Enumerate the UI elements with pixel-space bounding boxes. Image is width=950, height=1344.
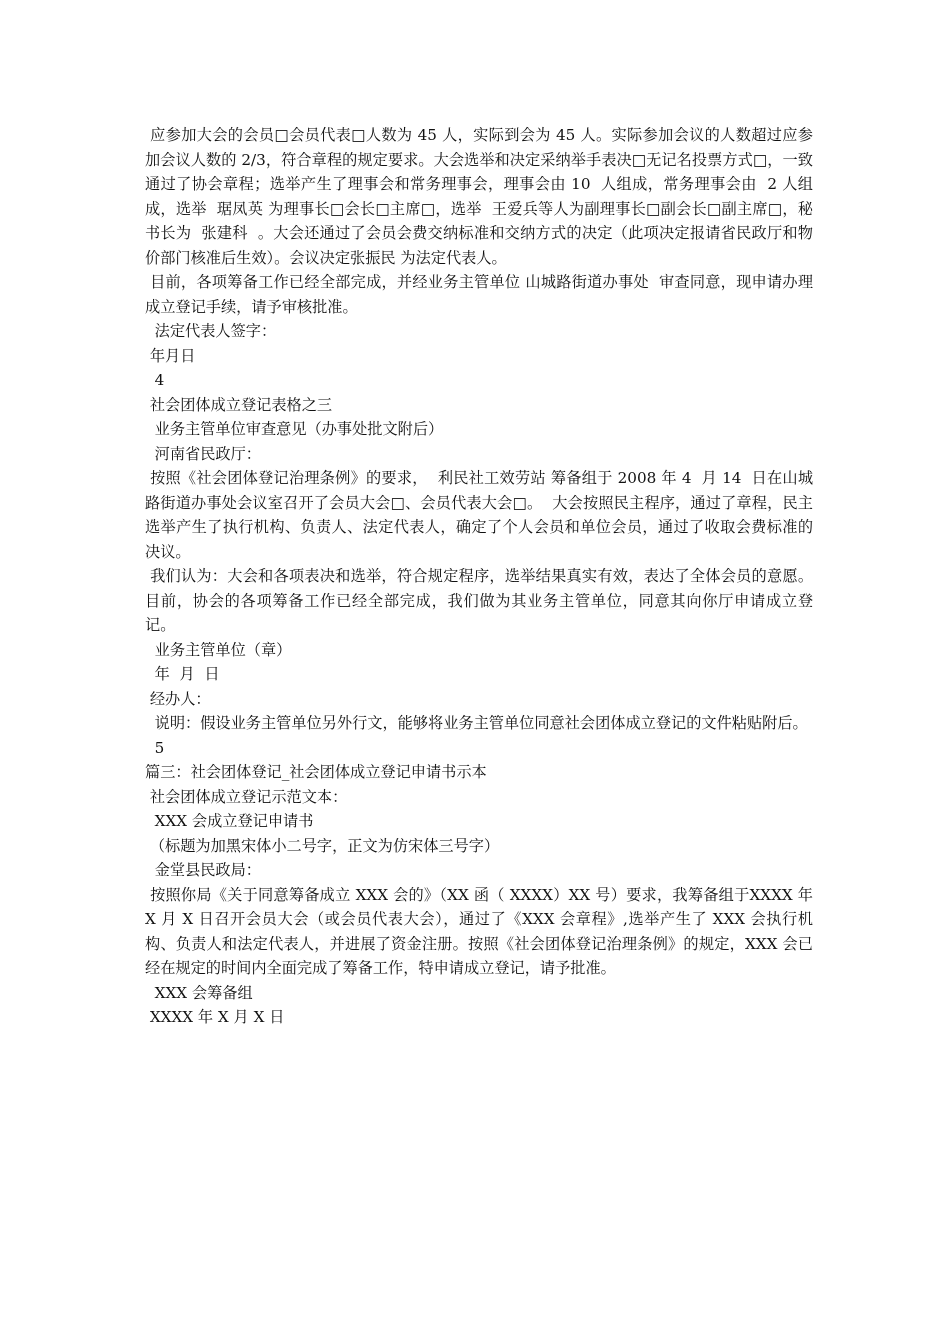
paragraph-our-opinion: 我们认为：大会和各项表决和选举，符合规定程序，选举结果真实有效，表达了全体会员的意愿。目前，协会的各项筹备工作已经全部完成，我们做为其业务主管单位，同意其向你厅申请成立登记。 xyxy=(145,567,814,634)
document-page xyxy=(145,123,818,1030)
seal-line: 业务主管单位（章） xyxy=(145,640,292,659)
addressee-line: 河南省民政厅： xyxy=(145,444,261,463)
date-line: 年 月 日 xyxy=(145,665,220,683)
application-title: XXX 会成立登记申请书 xyxy=(145,812,314,830)
date-line: 年月日 xyxy=(145,346,196,365)
addressee-line: 金堂县民政局： xyxy=(145,861,261,879)
page-number: 4 xyxy=(145,371,165,389)
legal-representative-signature-line: 法定代表人签字： xyxy=(145,322,277,340)
note-paragraph: 说明：假设业务主管单位另外行文，能够将业务主管单位同意社会团体成立登记的文件粘贴附后。 xyxy=(145,714,808,732)
paragraph-meeting-report: 应参加大会的会员□会员代表□人数为 45 人，实际到会为 45 人。实际参加会议的人数超过应参加会议人数的 2/3，符合章程的规定要求。大会选举和决定采纳举手表决□无记名投票方式□，一致通过了协会章程；选举产生了理事会和常务理事会，理事会由 10 人组成，常务理事会由 2 人组成，选举 琚凤英 为理事长□会长□主席□，选举 王爱兵等人为副理事长□副会长□副主席□，秘书长为 张建科 。大会还通过了会员会费交纳标准和交纳方式的决定（此项决定报请省民政厅和物价部门核准后生效）。会议决定张振民 为法定代表人。 xyxy=(145,126,813,267)
paragraph-preparation-complete: 目前，各项筹备工作已经全部完成，并经业务主管单位 山城路街道办事处 审查同意，现申请办理成立登记手续，请予审核批准。 xyxy=(145,273,814,316)
signature-organization: XXX 会筹备组 xyxy=(145,983,253,1002)
sample-text-intro: 社会团体成立登记示范文本： xyxy=(145,787,348,806)
section-subheading-review-opinion: 业务主管单位审查意见（办事处批文附后） xyxy=(145,420,444,438)
chapter-heading: 篇三：社会团体登记_社会团体成立登记申请书示本 xyxy=(145,763,487,781)
paragraph-application-body: 按照你局《关于同意筹备成立 XXX 会的》（XX 函（ XXXX）XX 号）要求，我筹备组于XXXX 年 X 月 X 日召开会员大会（或会员代表大会），通过了《XXX 会章程》,选举产生了 XXX 会执行机构、负责人和法定代表人，并进展了资金注册。按照《社会团体登记治理条例》的规定，XXX 会已经在规定的时间内全面完成了筹备工作，特申请成立登记，请予批准。 xyxy=(145,885,818,977)
format-note: （标题为加黑宋体小二号字，正文为仿宋体三号字） xyxy=(145,836,500,855)
handler-line: 经办人： xyxy=(145,689,211,708)
signature-date: XXXX 年 X 月 X 日 xyxy=(145,1008,285,1026)
section-heading-form-three: 社会团体成立登记表格之三 xyxy=(145,395,333,414)
paragraph-meeting-held: 按照《社会团体登记治理条例》的要求， 利民社工效劳站 筹备组于 2008 年 4 月 14 日在山城路街道办事处会议室召开了会员大会□、会员代表大会□。 大会按照民主程序，通过了章程，民主选举产生了执行机构、负责人、法定代表人，确定了个人会员和单位会员，通过了收取会费标准的决议。 xyxy=(145,469,814,561)
page-number: 5 xyxy=(145,738,165,757)
